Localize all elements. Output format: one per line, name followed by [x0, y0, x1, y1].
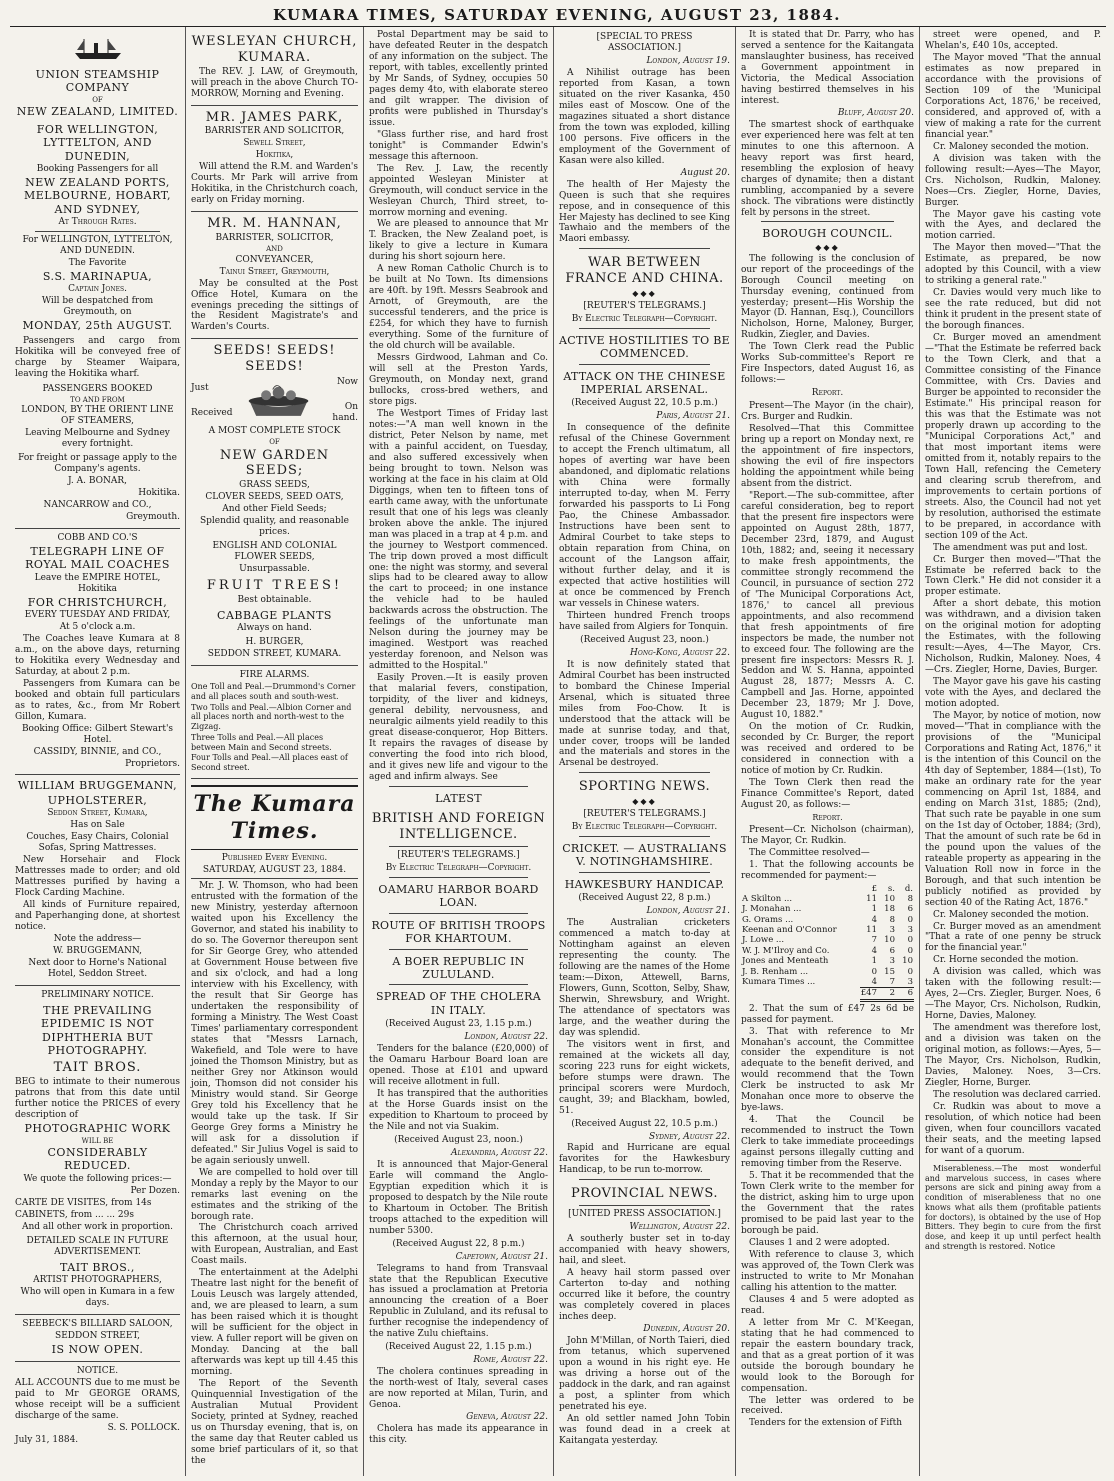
- c4-dl1: London, August 19.: [646, 55, 730, 66]
- column-1: [10, 27, 186, 1476]
- c5-b6: On the motion of Cr. Rudkin, seconded by Cr. Burger, the report was received and ordered to be considered in connection with a notice of motion by Cr. Rudkin.: [741, 722, 914, 777]
- account-row: Jones and Menteath 1 3 10: [742, 956, 913, 967]
- usc-of: OF: [92, 95, 103, 104]
- c4-t2: The health of Her Majesty the Queen is such that she requires repose, and in consequence of this Her Majesty has declined to see King Tawhaio and the members of the Maori embassy.: [559, 179, 730, 245]
- column-2: [186, 27, 364, 1476]
- c3-t6: Cholera has made its appearance in this city.: [369, 1424, 548, 1446]
- c3-p8: Easily Proven.—It is easily proven that malarial fevers, constipation, torpidity, of the liver and kidneys, general debility, nervousness, and neuralgic ailments yield readily to this great disease-conqueror, Hop Bitters. It repairs the ravages of disease by converting the food into rich blood, and it gives new life and vigour to the aged and infirm always. See: [369, 673, 548, 782]
- c3-t1: Tenders for the balance (£20,000) of the Oamaru Harbour Board loan are opened. Those at £101 and upward will receive allotment in full.: [369, 1044, 548, 1088]
- c6-p5: The Mayor gave his casting vote with the Ayes, and declared the motion carried.: [925, 209, 1101, 242]
- ed-p1: Mr. J. W. Thomson, who had been entrusted with the formation of the new Ministry, yesterday afternoon waited upon his Excellency the Governor, and stated his inability to do so. The Governor thereupon sent for Sir George Grey, who attended at Government House between five and six o'clock, and had a long interview with his Excellency, with the result that Sir George has undertaken the responsibility of forming a Ministry. The West Coast Times' parliamentary correspondent states that "Messrs Larnach, Wakefield, and Tole were to have joined the Thomson Ministry, but as neither Grey nor Atkinson would join, Thomson did not consider his Ministry would stand. Sir George Grey told his Excellency that he would take up the task. If Sir George Grey forms a Ministry he will ask for a dissolution if defeated." Sir Julius Vogel is said to be again seriously unwell.: [191, 881, 358, 1166]
- notice-sign: S. S. POLLOCK.: [107, 1423, 180, 1434]
- c6-p17: A division was called, which was taken with the following result:—Ayes, 2—Crs. Ziegler, Burger. Noes, 6—The Mayor, Crs. Nicholson, Rudkin, Horne, Davies, Maloney.: [925, 967, 1101, 1022]
- c6-p3: Cr. Maloney seconded the motion.: [933, 141, 1089, 152]
- tb-reduced: CONSIDERABLY REDUCED.: [47, 1146, 148, 1173]
- wb-name2: W. BRUGGEMANN,: [52, 945, 143, 956]
- ed-p2: We are compelled to hold over till Monday a reply by the Mayor to our remarks last evening on the estimates and the striking of the borough rate.: [191, 1167, 358, 1222]
- account-row: J. Lowe ... 7 10 0: [742, 935, 913, 946]
- sd-received: Received: [191, 407, 233, 418]
- rec2: (Received August 23, noon.): [394, 1134, 523, 1145]
- cobb-days: EVERY TUESDAY AND FRIDAY,: [24, 609, 171, 620]
- c5-b5: "Report.—The sub-committee, after careful consideration, beg to report that the present fire inspectors were appointed on August 28th, 1877, December 23rd, 1879, and August 10th, 1882; and, seeing it necessary to make fresh appointments, the committee strongly recommend the Council, in pursuance of section 272 of 'The Municipal Corporations Act, 1876,' to cancel all previous appointments, and also recommend that fresh appointments of fire inspectors be made, the number not to exceed four. The following are the present fire inspectors: Messrs R. J. Seddon and W. S. Hanna, appointed August 28, 1877; Messrs A. C. Campbell and Jas. Horne, appointed December 23, 1879; Mr J. Dove, August 10, 1882.": [741, 490, 914, 721]
- sport-t3: Rapid and Hurricane are equal favorites for the Hawkesbury Handicap, to be run to-morrow.: [559, 1143, 730, 1176]
- accounts-header-row: £ s. d.: [871, 883, 913, 894]
- account-row: Kumara Times ... 4 7 3: [742, 976, 913, 988]
- c6-p20: Cr. Rudkin was about to move a resolution, of which notice had been given, when four councillors vacated their seats, and the meeting lapsed for want of a quorum.: [925, 1102, 1101, 1156]
- account-row: Keenan and O'Connor 11 3 3: [742, 925, 913, 936]
- c6-p9: The amendment was put and lost.: [933, 542, 1088, 553]
- usc-for1: FOR WELLINGTON, LYTTELTON, AND DUNEDIN,: [36, 122, 159, 163]
- account-row: J. B. Renham ... 0 15 0: [742, 966, 913, 977]
- sport-rec1: (Received August 22, 8 p.m.): [578, 893, 711, 904]
- copyright-label: By Electric Telegraph—Copyright.: [385, 862, 532, 873]
- rh-addr: Tainui Street, Greymouth,: [219, 266, 330, 277]
- usc-title: UNION STEAMSHIP COMPANY: [35, 67, 160, 95]
- c5-t2: The smartest shock of earthquake ever experienced here was felt at ten minutes to one this afternoon. A heavy report was first heard, resembling the explosion of heavy charges of dynamite; then a distant rumbling, accompanied by a severe shock. The vibrations were distinctly felt by persons in the street.: [741, 119, 914, 218]
- sport-h2: HAWKESBURY HANDICAP.: [564, 877, 725, 891]
- c5-b4: Resolved—That this Committee bring up a report on Monday next, re the appointment of fire inspectors, showing the evil of fire inspectors holding the appointment while being absent from the district.: [741, 424, 914, 489]
- usc-ship: S.S. MARINAPUA,: [42, 270, 153, 283]
- c6-p13: The Mayor, by notice of motion, now moved—"That in compliance with the provisions of the "Municipal Corporations and Rating Act, 1876," it is the intention of this Council on the 4th day of September, 1884—(1st), To make an ordinary rate for the year commencing on April 1st, 1884, and ending on March 31st, 1885; (2nd), That such rate be payable in one sum on the 1st day of October, 1884; (3rd), That the amount of such rate be 6d in the pound upon the values of the rateable property as appearing in the Valuation Roll now in force in the Borough, and that such intention be publicly notified as provided by section 40 of the Rating Act, 1876.": [925, 711, 1101, 908]
- wc-title: WESLEYAN CHURCH, KUMARA.: [191, 34, 358, 65]
- masthead: KUMARA TIMES, SATURDAY EVENING, AUGUST 23, 1884.: [272, 6, 842, 24]
- rh-conv: CONVEYANCER,: [235, 254, 314, 265]
- column-5: It is stated that Dr. Parry, who has served a sentence for the Kaitangata manslaughter business, has received a Government appointment in Victoria, the Medical Association having bestirred themselves in his interest. Bluff, August 20. The smartest shock of earthquake ever experienced here was felt at ten minutes to one this afternoon. A heavy report was first heard, resembling the explosion of heavy charges of dynamite; then a distant rumbling, accompanied by a severe shock. The vibrations were distinctly felt by persons in the street. BOROUGH COUNCIL. ◆◆◆ The following is the conclusion of our report of the proceedings of the Borough Council meeting on Thursday evening, continued from yesterday; present—His Worship the Mayor (D. Hannan, Esq.), Councillors Nicholson, Horne, Maloney, Burger, Rudkin, Ziegler, and Davies. The Town Clerk read the Public Works Sub-committee's Report re Fire Inspectors, dated August 16, as follows:— Report. Present—The Mayor (in the chair), Crs. Burger and Rudkin. Resolved—That this Committee bring up a report on Monday next, re the appointment of fire inspectors, showing the evil of fire inspectors holding the appointment while being absent from the district. "Report.—The sub-committee, after careful consideration, beg to report that the present fire inspectors were appointed on August 28th, 1877, December 23rd, 1879, and August 10th, 1882; and, seeing it necessary to make fresh appointments, the committee strongly recommend the Council, in pursuance of section 272 of 'The Municipal Corporations Act, 1876,' to cancel all previous appointments, and also recommend that fresh appointments of fire inspectors be made, the number not to exceed four. The following are the present fire inspectors: Messrs R. J. Seddon and W. S. Hanna, appointed August 28, 1877; Messrs A. C. Campbell and Jas. Horne, appointed December 23, 1879; Mr J. Dove, August 10, 1882." On the motion of Cr. Rudkin, seconded by Cr. Burger, the report was received and ordered to be considered in connection with a notice of motion by Cr. Rudkin. The Town Clerk then read the Finance Committee's Report, dated August 20, as follows:— Report. Present—Cr. Nicholson (chairman), The Mayor, Cr. Rudkin. The Committee resolved— 1. That the following accounts be recommended for payment:— £ s. d. A Skilton ... 11 10 8 J. Monahan ... 1 18 6 G. Orams ... 4 8 0 Keenan and O'Connor 11 3 3 J. Lowe ... 7 10 0 W. J. M'Ilroy and Co. 4 6 0 Jones and Menteath 1 3 10 J. B. Renham ... 0 15 0 Kumara Times ... 4 7 3 £47 2 6 2. That the sum of £47 2s 6d be passed for payment. 3. That with reference to Mr Monahan's account, the Committee consider the expenditure is not adequate to the benefit derived, and would recommend that the Town Clerk be instructed to ask Mr Monahan once more to observe the bye-laws. 4. That the Council be recommended to instruct the Town Clerk to take immediate proceedings against persons illegally cutting and removing timber from the Reserve. 5. That it be recommended that the Town Clerk write to the member for the district, asking him to urge upon the Government that the rates promised to be paid last year to the borough be paid. Clauses 1 and 2 were adopted. With reference to clause 3, which was approved of, the Town Clerk was instructed to write to Mr Monahan calling his attention to the matter. Clauses 4 and 5 were adopted as read. A letter from Mr C. M'Keegan, stating that he had commenced to repair the eastern boundary track, and that as a great portion of it was outside the borough boundary he would look to the Borough for compensation. The letter was ordered to be received. Tenders for the extension of Fifth: [736, 27, 920, 1476]
- usc-cargo: Passengers and cargo from Hokitika will be conveyed free of charge by Steamer Waipara, leaving the Hokitika wharf.: [15, 335, 180, 379]
- cobb-text2: Passengers from Kumara can be booked and obtain full particulars as to rates, &c., from Mr Robert Gillon, Kumara.: [15, 678, 180, 722]
- sd-clover: CLOVER SEEDS, SEED OATS,: [205, 492, 344, 503]
- tb-open: Who will open in Kumara in a few days.: [20, 1287, 175, 1309]
- pn-head: THE PREVAILING EPIDEMIC IS NOT DIPHTHERIA BUT PHOTOGRAPHY.: [40, 1003, 154, 1057]
- c5-b19: The letter was ordered to be received.: [741, 1395, 914, 1417]
- usc-booked: PASSENGERS BOOKED: [42, 383, 153, 394]
- c3-t3: It is announced that Major-General Earle will command the Anglo-Egyptian expedition which it is proposed to despatch by the Nile route to Khartoum in October. The British troops attached to the expedition will number 5300.: [369, 1159, 548, 1236]
- seeds-ad: [191, 339, 358, 666]
- c6-p21: Miserableness.—The most wonderful and marvelous success, in cases where persons are sick and pining away from a condition of miserableness that no one knows what ails them (profitable patients for doctors), is obtained by the use of Hop Bitters. They begin to cure from the first dose, and keep it up until perfect health and strength is restored. Notice: [925, 1163, 1101, 1251]
- c6-p12: The Mayor gave his gave his casting vote with the Ayes, and declared the motion adopted.: [925, 677, 1101, 710]
- wb-trade: UPHOLSTERER,: [47, 793, 148, 807]
- c5-b7: The Town Clerk then read the Finance Committee's Report, dated August 20, as follows:—: [741, 778, 914, 811]
- bfi-h2: ROUTE OF BRITISH TROOPS FOR KHARTOUM.: [371, 918, 546, 946]
- c4-copyright: By Electric Telegraph—Copyright.: [571, 313, 718, 324]
- c5-b3: Present—The Mayor (in the chair), Crs. Burger and Rudkin.: [741, 401, 914, 423]
- pollock-notice: [15, 1362, 180, 1451]
- wc-text: The REV. J. LAW, of Greymouth, will preach in the above Church TO-MORROW, Morning and Evening.: [191, 66, 358, 99]
- bfi-h3: A BOER REPUBLIC IN ZULULAND.: [392, 954, 525, 981]
- sd-title: SEEDS! SEEDS! SEEDS!: [213, 343, 336, 375]
- wesleyan-church-ad: [191, 30, 358, 106]
- c6-p6: The Mayor then moved—"That the Estimate, as prepared, be now adopted by this Council, with a view to striking a general rate.": [925, 243, 1101, 287]
- cobb-time: At 5 o'clock a.m.: [59, 621, 136, 632]
- accounts-total-row: £47 2 6: [860, 988, 913, 999]
- sport-copyright: By Electric Telegraph—Copyright.: [571, 821, 718, 832]
- sd-best: Best obtainable.: [237, 594, 312, 605]
- sport-t1: The Australian cricketers commenced a match to-day at Nottingham against an eleven representing the county. The following are the names of the Home team:—Dixon, Attewell, Barns, Flowers, Gunn, Scotton, Selby, Shaw, Sherwin, Shrewsbury, and Wright. The attendance of spectators was large, and the weather during the day was splendid.: [559, 918, 730, 1038]
- cobb-props: CASSIDY, BINNIE, and CO.,: [33, 746, 162, 757]
- c5-b12: 3. That with reference to Mr Monahan's account, the Committee consider the expenditure is not adequate to the benefit derived, and would recommend that the Town Clerk be instructed to ask Mr Monahan once more to observe the bye-laws.: [741, 1026, 914, 1114]
- sd-name: H. BURGER,: [245, 637, 304, 648]
- usc-london: LONDON, BY THE ORIENT LINE OF STEAMERS,: [21, 405, 174, 427]
- provincial-heading: PROVINCIAL NEWS.: [571, 1186, 718, 1202]
- rec3: (Received August 22, 8 p.m.): [392, 1238, 525, 1249]
- usc-rates: At Through Rates.: [58, 217, 137, 228]
- cobb-for: FOR CHRISTCHURCH,: [27, 595, 168, 609]
- column-6: [920, 27, 1106, 1476]
- prov-t4: An old settler named John Tobin was found dead in a creek at Kaitangata yesterday.: [559, 1413, 730, 1446]
- c4-dl3: Paris, August 21.: [656, 411, 730, 422]
- fa-4: Four Tolls and Peal.—All places east of Second street.: [191, 753, 348, 773]
- usc-agent1-town: Hokitika.: [138, 487, 180, 498]
- prov-t2: A heavy hail storm passed over Carterton to-day and nothing occurred like it before, the country was completely covered in places inches deep.: [559, 1268, 730, 1322]
- war-heading: WAR BETWEEN FRANCE AND CHINA.: [565, 255, 724, 287]
- editorial: [191, 881, 358, 1466]
- tb-photo: PHOTOGRAPHIC WORK: [24, 1122, 171, 1136]
- tb-title: TAIT BROS.: [53, 1060, 142, 1076]
- tb-will: WILL BE: [81, 1136, 114, 1145]
- rec4: (Received August 22, 1.15 p.m.): [385, 1342, 532, 1353]
- dl2: Alexandria, August 22.: [451, 1147, 548, 1158]
- bfi-heading: BRITISH AND FOREIGN INTELLIGENCE.: [371, 811, 546, 843]
- sport-h1: CRICKET. — AUSTRALIANS V. NOTINGHAMSHIRE.: [562, 841, 727, 869]
- c5-b15: Clauses 1 and 2 were adopted.: [749, 1237, 890, 1248]
- c5-b20: Tenders for the extension of Fifth: [749, 1418, 902, 1429]
- c3-p2: "Glass further rise, and hard frost tonight" is Commander Edwin's message this afternoon.: [369, 129, 548, 162]
- sd-stock: A MOST COMPLETE STOCK: [208, 426, 341, 437]
- bfi-h4: SPREAD OF THE CHOLERA IN ITALY.: [376, 990, 541, 1017]
- c5-report: Report.: [811, 388, 844, 399]
- accounts-table: [741, 884, 914, 1002]
- usc-leaving: Leaving Melbourne and Sydney every fortnight.: [25, 428, 170, 449]
- tb-cab: CABINETS, from ... ... 29s: [15, 1209, 134, 1220]
- tb-carte: CARTE DE VISITES, from 14s: [15, 1197, 152, 1208]
- bfi-h1: OAMARU HARBOR BOARD LOAN.: [378, 882, 539, 910]
- cobb-leave: Leave the EMPIRE HOTEL, Hokitika: [34, 572, 161, 594]
- tb-per: Per Dozen.: [130, 1185, 180, 1196]
- borough-council-heading: BOROUGH COUNCIL.: [762, 227, 893, 241]
- sd-just: Just: [191, 382, 209, 393]
- bs-title: SEEBECK'S BILLIARD SALOON,: [22, 1318, 173, 1329]
- prov-t3: John M'Millan, of North Taieri, died from tetanus, which supervened upon a wound in his right eye. He was driving a horse out of the paddock in the dark, and ran against a post, a splinter from which penetrated his eye.: [559, 1335, 730, 1412]
- pn-title: PRELIMINARY NOTICE.: [41, 989, 154, 1000]
- c5-b1: The following is the conclusion of our report of the proceedings of the Borough Council meeting on Thursday evening, continued from yesterday; present—His Worship the Mayor (D. Hannan, Esq.), Councillors Nicholson, Horne, Maloney, Burger, Rudkin, Ziegler, and Davies.: [741, 253, 914, 341]
- tb-scale: DETAILED SCALE IN FUTURE ADVERTISEMENT.: [26, 1235, 169, 1257]
- ed-p4: The entertainment at the Adelphi Theatre last night for the benefit of Louis Leusch was largely attended, and, we are pleased to learn, a sum has been raised which it is thought will be sufficient for the object in view. A fuller report will be given on Monday. Dancing at the ball afterwards was kept up till 4.45 this morning.: [191, 1268, 358, 1378]
- c5-b18: A letter from Mr C. M'Keegan, stating that he had commenced to repair the eastern boundary track, and that as a great portion of it was outside the borough boundary he would look to the Borough for compensation.: [741, 1317, 914, 1394]
- billiard-saloon-ad: [15, 1315, 180, 1362]
- usc-booking: Booking Passengers for all: [36, 163, 159, 174]
- c5-b8: Present—Cr. Nicholson (chairman), The Mayor, Cr. Rudkin.: [741, 824, 914, 846]
- rec1: (Received August 23, 1.15 p.m.): [385, 1019, 532, 1030]
- war-h2: ATTACK ON THE CHINESE IMPERIAL ARSENAL.: [563, 369, 726, 397]
- usc-despatch: Will be despatched from Greymouth, on: [41, 296, 154, 318]
- jp-addr: Sewell Street,: [243, 138, 306, 149]
- james-park-ad: [191, 106, 358, 213]
- c6-p14: Cr. Maloney seconded the motion.: [933, 909, 1089, 920]
- c6-p11: After a short debate, this motion was withdrawn, and a division taken on the original motion for adopting the Estimates, with the following result:—Ayes, 4—The Mayor, Crs. Nicholson, Rudkin, Maloney. Noes, 4—Crs. Ziegler, Horne, Davies, Burger.: [925, 599, 1101, 676]
- c4-reuter: [REUTER'S TELEGRAMS.]: [583, 300, 706, 311]
- c4-t5: It is now definitely stated that Admiral Courbet has been instructed to bombard the Chinese Imperial Arsenal, which is situated three miles from Foo-Chow. It is understood that the attack will be made at sunrise today, and that, under cover, troops will be landed and the materials and stores in the Arsenal be destroyed.: [559, 659, 730, 769]
- wb-text1: New Horsehair and Flock Mattresses made to order; and old Mattresses purified by having a Flock Carding Machine.: [15, 855, 180, 899]
- account-row: W. J. M'Ilroy and Co. 4 6 0: [742, 945, 913, 956]
- seed-basket-icon: [233, 381, 324, 421]
- usc-agent2-town: Greymouth.: [126, 511, 180, 522]
- hannan-ad: [191, 212, 358, 339]
- c3-p3: The Rev. J. Law, the recently appointed Wesleyan Minister at Greymouth, will conduct service in the Wesleyan Church, Third street, to-morrow morning and evening.: [369, 163, 548, 218]
- wb-addr: Seddon Street, Kumara,: [47, 808, 148, 819]
- c6-p19: The resolution was declared carried.: [933, 1090, 1101, 1101]
- c4-t1: A Nihilist outrage has been reported from Kasan, a town situated on the river Kasanka, 450 miles east of Moscow. One of the magazines situated a short distance from the town was exploded, killing 100 persons. Five officers in the employment of the Government of Kasan were also killed.: [559, 67, 730, 166]
- bs-street: SEDDON STREET,: [55, 1330, 140, 1341]
- published: Published Every Evening.: [221, 852, 328, 863]
- c6-p4: A division was taken with the following result:—Ayes—The Mayor, Crs. Nicholson, Rudkin, Maloney. Noes—Crs. Ziegler, Horne, Davies, Burger.: [925, 153, 1101, 208]
- sd-onhand: On hand.: [332, 402, 358, 424]
- c5-b10: 1. That the following accounts be recommended for payment:—: [741, 859, 914, 881]
- reuter-label: [REUTER'S TELEGRAMS.]: [397, 850, 520, 860]
- c3-p4: We are pleased to announce that Mr T. Bracken, the New Zealand poet, is likely to give a lecture in Kumara during his short sojourn here.: [369, 219, 548, 263]
- rh-text: May be consulted at the Post Office Hotel, Kumara on the evenings preceding the sittings of the Resident Magistrate's and Warden's Courts.: [191, 278, 358, 333]
- c5-b2: The Town Clerk read the Public Works Sub-committee's Report re Fire Inspectors, dated August 16, as follows:—: [741, 342, 914, 386]
- c6-p15: Cr. Burger moved as an amendment "That a rate of one penny be struck for the financial year.": [925, 921, 1101, 954]
- tb-all: And all other work in proportion.: [21, 1221, 174, 1232]
- usc-captain: Captain Jones.: [68, 284, 127, 295]
- c6-p18: The amendment was therefore lost, and a division was taken on the original motion, as follows:—Ayes, 5—The Mayor, Crs. Nicholson, Rudkin, Davies, Maloney. Noes, 3—Crs. Ziegler, Horne, Burger.: [925, 1023, 1101, 1089]
- sd-of: OF: [269, 438, 280, 446]
- c4-t3: In consequence of the definite refusal of the Chinese Government to accept the French ultimatum, all hopes of averting war have been abandoned, and diplomatic relations with China were formally interrupted to-day, when M. Ferry forwarded his passports to Li Fong Pao, the Chinese Ambassador. Instructions have been sent to Admiral Courbet to take steps to obtain reparation from China, on account of the Langson affair, without further delay, and it is expected that active hostilities will at once be commenced by French war vessels in Chinese waters.: [559, 423, 730, 609]
- cobb-office: Booking Office: Gilbert Stewart's Hotel.: [21, 723, 174, 745]
- cobb-coaches-ad: [15, 529, 180, 776]
- fa-title: FIRE ALARMS.: [239, 670, 310, 681]
- c3-p1: Postal Department may be said to have defeated Reuter in the despatch of any information on the subject. The report, with tables, excellently printed by Mr Sands, of Sydney, occupies 50 pages demy 4to, with elaborate stereo and gilt wrapper. The division of profits were published in Thursday's issue.: [369, 30, 548, 128]
- sport-rec2: (Received August 22, 10.5 p.m.): [571, 1118, 718, 1129]
- c5-b11: 2. That the sum of £47 2s 6d be passed for payment.: [741, 1003, 914, 1025]
- wb-text2: All kinds of Furniture repaired, and Paperhanging done, at shortest notice.: [15, 900, 180, 932]
- tb-text: BEG to intimate to their numerous patrons that from this date until further notice the PRICES of every description of: [15, 1077, 180, 1121]
- account-row: J. Monahan ... 1 18 6: [742, 904, 913, 915]
- c6-p8: Cr. Burger moved an amendment—"That the Estimate be referred back to the Town Clerk, and that a Committee consisting of the Finance Committee, with Crs. Davies and Burger be appointed to reconsider the Estimate." His principal reason for this was that the Estimate was not properly drawn up according to the "Municipal Corporations Act," and that most important items were omitted from it, notably repairs to the Town Hall, refencing the Cemetery and clearing scrub therefrom, and improvements to certain portions of streets. Also, the Council had not yet by resolution, authorised the estimate to be prepared, in accordance with section 109 of the Act.: [925, 333, 1101, 541]
- jp-town: Hokitika,: [255, 150, 294, 161]
- columns: [10, 26, 1106, 1476]
- wb-note: Note the address—: [53, 933, 142, 944]
- c5-dl1: Bluff, August 20.: [837, 107, 914, 118]
- wb-sale: Has on Sale: [70, 820, 125, 831]
- account-row: A Skilton ... 11 10 8: [742, 894, 913, 905]
- tait-bros-ad: [15, 986, 180, 1315]
- dl3: Capetown, August 21.: [455, 1251, 548, 1262]
- dl1: London, August 22.: [464, 1032, 548, 1043]
- steamship-icon: [72, 35, 124, 61]
- wb-items: Couches, Easy Chairs, Colonial Sofas, Spring Mattresses.: [26, 832, 169, 854]
- fa-2: Two Tolls and Peal.—Albion Corner and all places north and north-west to the Zigzag.: [191, 702, 352, 732]
- c5-b17: Clauses 4 and 5 were adopted as read.: [741, 1294, 914, 1316]
- bs-open: IS NOW OPEN.: [51, 1342, 144, 1356]
- c6-p16: Cr. Horne seconded the motion.: [933, 955, 1079, 966]
- rh-and: AND: [266, 245, 283, 254]
- sd-fruit: FRUIT TREES!: [206, 578, 343, 593]
- prov-dl2: Dunedin, August 20.: [643, 1323, 730, 1334]
- tb-name2: TAIT BROS.,: [60, 1260, 135, 1274]
- c3-t2: It has transpired that the authorities at the Horse Guards insist on the expedition to Khartoum to proceed by the Nile and not via Suakim.: [369, 1089, 548, 1132]
- c5-b9: The Committee resolved—: [749, 847, 870, 858]
- union-steamship-ad: [15, 30, 180, 529]
- usc-nz: NEW ZEALAND, LIMITED.: [16, 105, 179, 119]
- account-row: G. Orams ... 4 8 0: [742, 914, 913, 925]
- sd-other: And other Field Seeds;: [222, 504, 327, 515]
- column-4: [SPECIAL TO PRESS ASSOCIATION.] London, August 19. A Nihilist outrage has been reported from Kasan, a town situated on the river Kasanka, 450 miles east of Moscow. One of the magazines situated a short distance from the town was exploded, killing 100 persons. Five officers in the employment of the Government of Kasan were also killed. August 20. The health of Her Majesty the Queen is such that she requires repose, and in consequence of this Her Majesty has declined to see King Tawhaio and the members of the Maori embassy. WAR BETWEEN FRANCE AND CHINA. ◆◆◆ [REUTER'S TELEGRAMS.] By Electric Telegraph—Copyright. ACTIVE HOSTILITIES TO BE COMMENCED. ATTACK ON THE CHINESE IMPERIAL ARSENAL. (Received August 22, 10.5 p.m.) Paris, August 21. In consequence of the definite refusal of the Chinese Government to accept the French ultimatum, all hopes of averting war have been abandoned, and diplomatic relations with China were formally interrupted to-day, when M. Ferry forwarded his passports to Li Fong Pao, the Chinese Ambassador. Instructions have been sent to Admiral Courbet to take steps to obtain reparation from China, on account of the Langson affair, without further delay, and it is expected that active hostilities will at once be commenced by French war vessels in Chinese waters. Thirteen hundred French troops have sailed from Algiers for Tonquin. (Received August 23, noon.) Hong-Kong, August 22. It is now definitely stated that Admiral Courbet has been instructed to bombard the Chinese Imperial Arsenal, which is situated three miles from Foo-Chow. It is understood that the attack will be made at sunrise today, and that, under cover, troops will be landed and the materials and stores in the Arsenal be destroyed. SPORTING NEWS. ◆◆◆ [REUTER'S TELEGRAMS.] By Electric Telegraph—Copyright. CRICKET. — AUSTRALIANS V. NOTINGHAMSHIRE. HAWKESBURY HANDICAP. (Received August 22, 8 p.m.) London, August 21. The Australian cricketers commenced a match to-day at Nottingham against an eleven representing the county. The following are the names of the Home team:—Dixon, Attewell, Barns, Flowers, Gunn, Scotton, Selby, Shaw, Sherwin, Shrewsbury, and Wright. The attendance of spectators was large, and the weather during the day was splendid. The visitors went in first, and remained at the wickets all day, scoring 223 runs for eight wickets, before stumps were drawn. The principal scorers were Murdoch, caught, 39; and Blackham, bowled, 51. (Received August 22, 10.5 p.m.) Sydney, August 22. Rapid and Hurricane are equal favorites for the Hawkesbury Handicap, to be run to-morrow. PROVINCIAL NEWS. [UNITED PRESS ASSOCIATION.] Wellington, August 22. A southerly buster set in to-day accompanied with heavy showers, hail, and sleet. A heavy hail storm passed over Carterton to-day and nothing occurred like it before, the country was completely covered in places inches deep. Dunedin, August 20. John M'Millan, of North Taieri, died from tetanus, which supervened upon a wound in his right eye. He was driving a horse out of the paddock in the dark, and ran against a post, a splinter from which penetrated his eye. An old settler named John Tobin was found dead in a creek at Kaitangata yesterday.: [554, 27, 736, 1476]
- c4-dl2: August 20.: [680, 167, 730, 178]
- c5-t1: It is stated that Dr. Parry, who has served a sentence for the Kaitangata manslaughter business, has received a Government appointment in Victoria, the Medical Association having bestirred themselves in his interest.: [741, 30, 914, 106]
- sport-reuter: [REUTER'S TELEGRAMS.]: [583, 809, 706, 820]
- c3-p5: A new Roman Catholic Church is to be built at No Town. Its dimensions are 40ft. by 19ft. Messrs Seabrook and Arnott, of Greymouth, are the successful tenderers, and the price is £254, for which they have to furnish everything. Some of the furniture of the old church will be available.: [369, 264, 548, 352]
- prov-t1: A southerly buster set in to-day accompanied with heavy showers, hail, and sleet.: [559, 1234, 730, 1267]
- sd-always: Always on hand.: [237, 623, 312, 634]
- rh-title: BARRISTER, SOLICITOR,: [215, 233, 334, 244]
- sport-dl2: Sydney, August 22.: [649, 1131, 730, 1142]
- usc-ports: NEW ZEALAND PORTS, MELBOURNE, HOBART, AND SYDNEY,: [23, 175, 172, 216]
- c4-dl4: Hong-Kong, August 22.: [630, 647, 730, 658]
- cobb-title: COBB AND CO.'S: [57, 532, 138, 543]
- c5-report2: Report.: [812, 813, 843, 823]
- c3-t5: The cholera continues spreading in the north-west of Italy, several cases are now reported at Milan, Turin, and Genoa.: [369, 1367, 548, 1411]
- tb-artist: ARTIST PHOTOGRAPHERS,: [33, 1275, 162, 1286]
- jp-name: MR. JAMES PARK,: [205, 109, 344, 125]
- c6-p2: The Mayor moved "That the annual estimates as now prepared in accordance with the provisions of Section 109 of the 'Municipal Corporations Act, 1876,' be received, considered, and approved of, with a view of making a rate for the current financial year.": [925, 52, 1101, 140]
- sd-garden: NEW GARDEN SEEDS;: [219, 447, 330, 479]
- notice-date: July 31, 1884.: [15, 1435, 79, 1446]
- c6-p10: Cr. Burger then moved—"That the Estimate be referred back to the Town Clerk." He did not consider it a proper estimate.: [925, 554, 1101, 598]
- ed-p5: The Report of the Seventh Quinquennial Investigation of the Australian Mutual Provident Society, printed at Sydney, reached us on Thursday evening, that is, on the same day that Reuter cabled us some brief particulars of it, so that the: [191, 1379, 358, 1466]
- usc-agent2: NANCARROW and CO.,: [43, 499, 152, 510]
- jp-text: Will attend the R.M. and Warden's Courts. Mr Park will arrive from Hokitika, in the Christchurch coach, early on Friday morning.: [191, 162, 358, 206]
- notice-title: NOTICE.: [76, 1366, 119, 1377]
- c5-b14: 5. That it be recommended that the Town Clerk write to the member for the district, asking him to urge upon the Government that the rates promised to be paid last year to the borough be paid.: [741, 1171, 914, 1236]
- sport-dl1: London, August 21.: [646, 906, 730, 917]
- sporting-heading: SPORTING NEWS.: [578, 779, 711, 795]
- fire-alarms: [191, 666, 358, 779]
- cobb-props2: Proprietors.: [125, 758, 180, 769]
- c3-p7: The Westport Times of Friday last notes:—"A man well known in the district, Peter Nelson by name, met with a painful accident, on Tuesday, and also suffered excessively when being brought to town. Nelson was working at the face in his claim at Old Diggings, when ten to fifteen tons of earth came away, with the unfortunate result that one of his legs was cleanly broken above the ankle. The injured man was placed in a trap at 4 p.m. and the journey to Westport commenced. The trip down proved a most difficult one: the night was stormy, and several slips had to be cleared away to allow the cart to proceed; in one instance the vehicle had to be hauled backwards across the obstruction. The feelings of the unfortunate man Nelson during the journey may be imagined. Westport was reached yesterday forenoon, and Nelson was admitted to the Hospital.": [369, 408, 548, 672]
- fa-3: Three Tolls and Peal.—All places between Main and Second streets.: [191, 732, 332, 752]
- sd-grass: GRASS SEEDS,: [239, 480, 310, 491]
- c4-rec1: (Received August 22, 10.5 p.m.): [571, 398, 718, 409]
- paper-title: The Kumara Times.: [191, 785, 358, 850]
- c6-p7: Cr. Davies would very much like to see the rate reduced, but did not think it prudent in the present state of the borough finances.: [925, 288, 1101, 332]
- sd-cabbage: CABBAGE PLANTS: [217, 608, 332, 622]
- fa-1: One Toll and Peal.—Drummond's Corner and all places south and south-west.: [191, 682, 356, 701]
- sd-quality: Splendid quality, and reasonable prices.: [199, 516, 350, 538]
- upa-label: [UNITED PRESS ASSOCIATION.]: [568, 1209, 721, 1220]
- war-h1: ACTIVE HOSTILITIES TO BE COMMENCED.: [559, 333, 730, 361]
- dl5: Geneva, August 22.: [466, 1412, 548, 1423]
- special-label: [SPECIAL TO PRESS ASSOCIATION.]: [596, 32, 693, 53]
- bruggemann-ad: [15, 775, 180, 985]
- sd-unsurp: Unsurpassable.: [239, 564, 310, 575]
- sd-flower: ENGLISH AND COLONIAL FLOWER SEEDS,: [212, 541, 337, 563]
- cobb-text1: The Coaches leave Kumara at 8 a.m., on the above days, returning to Hokitika every Wednesday and Saturday, at about 2 p.m.: [15, 633, 180, 677]
- notice-text: ALL ACCOUNTS due to me must be paid to Mr GEORGE ORAMS, whose receipt will be a sufficient discharge of the same.: [15, 1378, 180, 1422]
- usc-agent1: J. A. BONAR,: [67, 475, 128, 486]
- sport-t2: The visitors went in first, and remained at the wickets all day, scoring 223 runs for eight wickets, before stumps were drawn. The principal scorers were Murdoch, caught, 39; and Blackham, bowled, 51.: [559, 1039, 730, 1116]
- wb-next: Next door to Horne's National Hotel, Seddon Street.: [28, 957, 167, 979]
- c4-rec2: (Received August 23, noon.): [580, 634, 709, 645]
- c3-p6: Messrs Girdwood, Lahman and Co. will sell at the Preston Yards, Greymouth, on Monday next, grand bullocks, cross-bred wethers, and store pigs.: [369, 353, 548, 407]
- latest-label: LATEST: [435, 791, 482, 805]
- usc-date: MONDAY, 25th AUGUST.: [22, 319, 173, 333]
- usc-for2: For WELLINGTON, LYTTELTON, AND DUNEDIN.: [22, 235, 173, 257]
- pub-date: SATURDAY, AUGUST 23, 1884.: [191, 865, 358, 879]
- prov-dl1: Wellington, August 22.: [629, 1222, 730, 1233]
- usc-tofrom: TO AND FROM: [70, 395, 125, 404]
- wb-name: WILLIAM BRUGGEMANN,: [17, 779, 178, 793]
- cobb-line: TELEGRAPH LINE OF ROYAL MAIL COACHES: [25, 544, 170, 572]
- c5-b13: 4. That the Council be recommended to instruct the Town Clerk to take immediate proceedings against persons illegally cutting and removing timber from the Reserve.: [741, 1115, 914, 1170]
- c5-b16: With reference to clause 3, which was approved of, the Town Clerk was instructed to write to Mr Monahan calling his attention to the matter.: [741, 1249, 914, 1293]
- usc-freight: For freight or passage apply to the Company's agents.: [18, 452, 177, 474]
- sd-addr: SEDDON STREET, KUMARA.: [207, 649, 342, 660]
- tb-quote: We quote the following prices:—: [23, 1173, 172, 1184]
- c4-t4: Thirteen hundred French troops have sailed from Algiers for Tonquin.: [559, 610, 730, 632]
- jp-title: BARRISTER AND SOLICITOR,: [204, 126, 345, 137]
- dl4: Rome, August 22.: [473, 1355, 548, 1366]
- usc-favorite: The Favorite: [68, 258, 127, 269]
- rh-name: MR. M. HANNAN,: [207, 216, 342, 232]
- ed-p3: The Christchurch coach arrived this afternoon, at the usual hour, with European, Australian, and East Coast mails.: [191, 1223, 358, 1267]
- c6-p1: street were opened, and P. Whelan's, £40 10s, accepted.: [925, 30, 1101, 51]
- sd-now: Now: [337, 377, 358, 388]
- c3-t4: Telegrams to hand from Transvaal state that the Republican Executive has issued a proclamation at Pretoria announcing the creation of a Boer Republic in Zululand, and its refusal to further recognise the independency of the native Zulu chieftains.: [369, 1263, 548, 1340]
- column-3: [364, 27, 554, 1476]
